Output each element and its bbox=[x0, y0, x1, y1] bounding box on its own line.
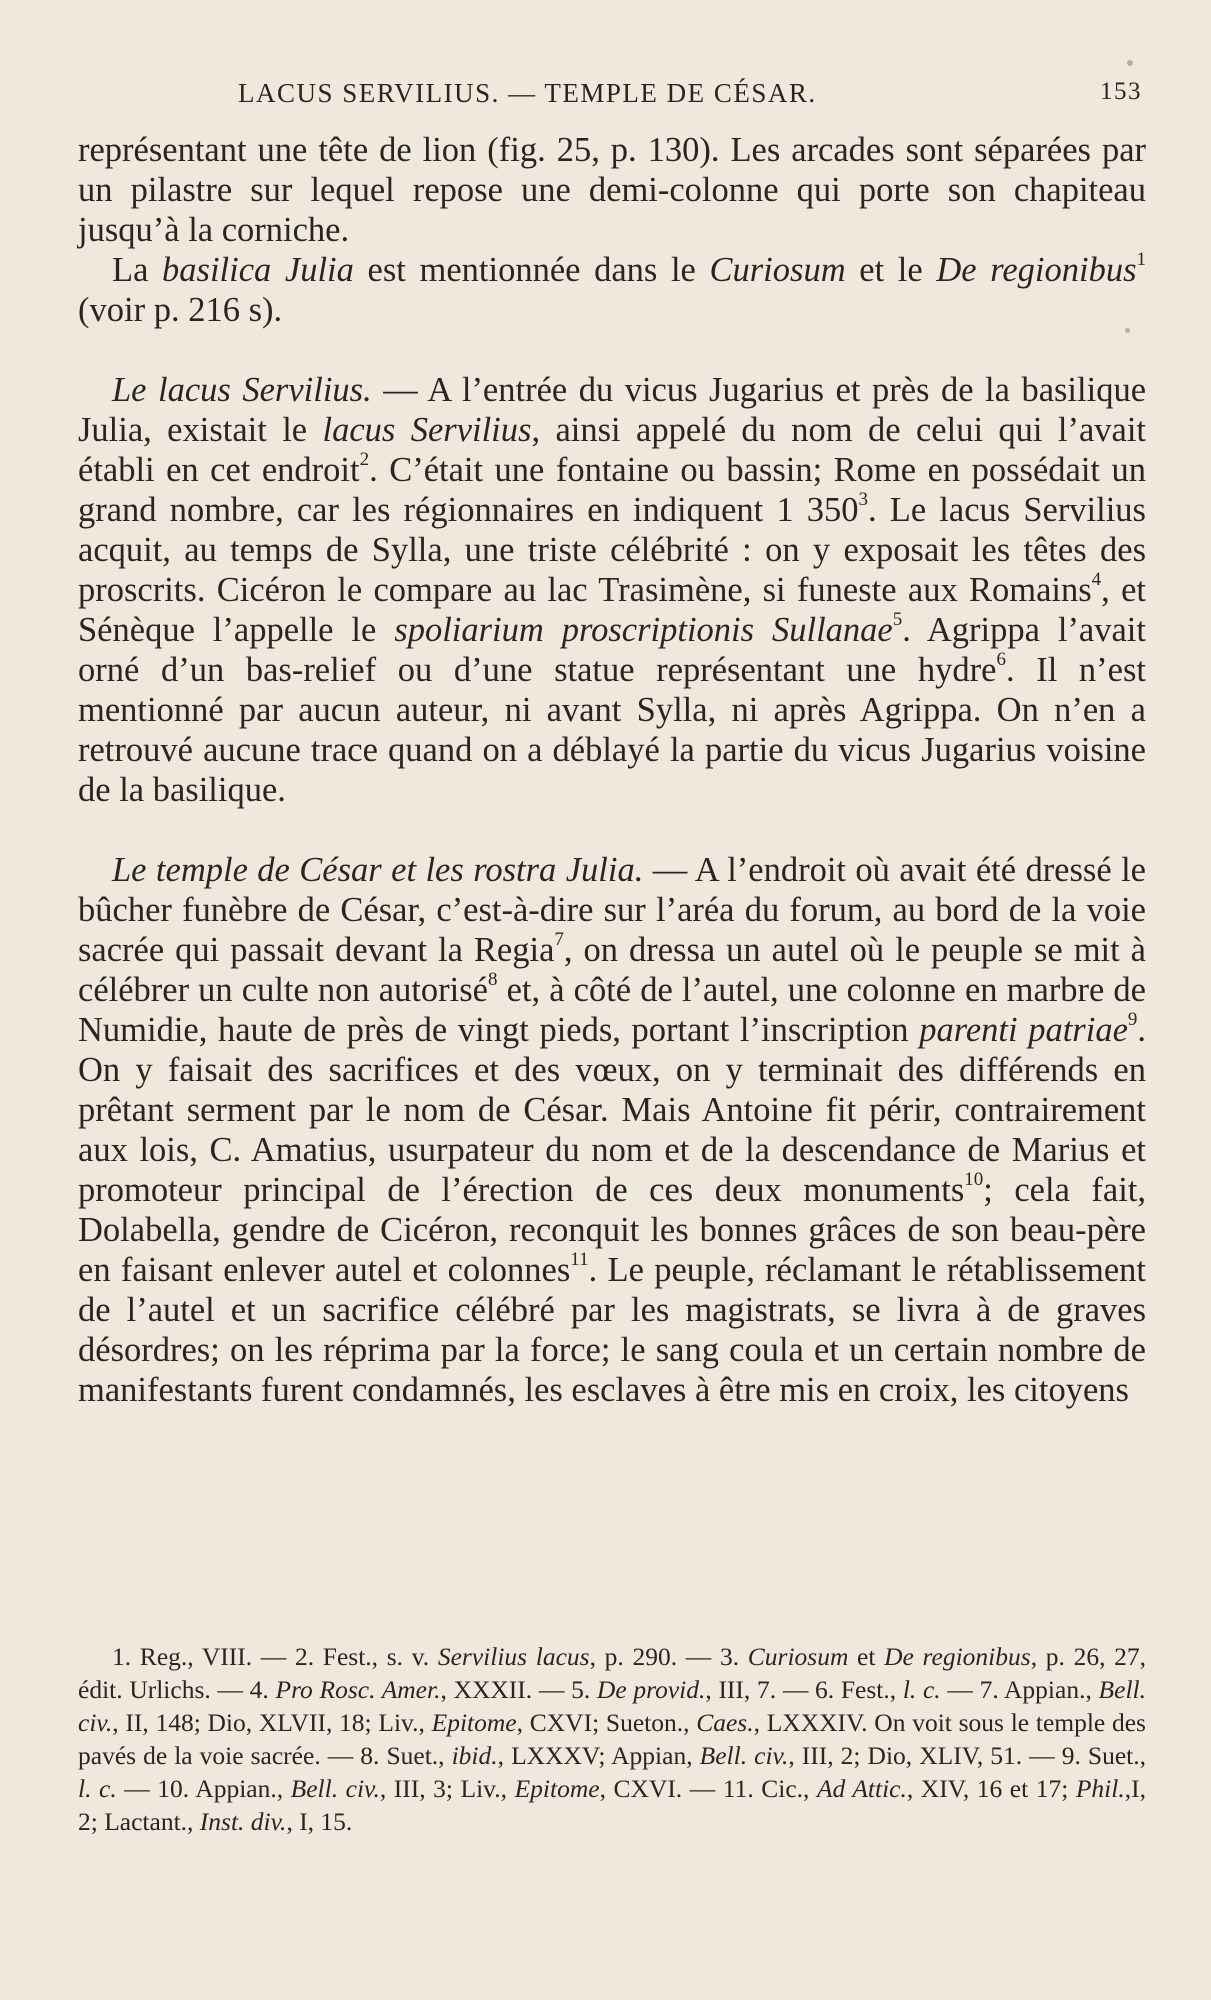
text-run: , on dressa un autel où le peuple se mit à célébrer un culte non autorisé bbox=[78, 931, 1146, 1009]
text-run: représentant une tête de lion (fig. 25, p. 130). Les arcades sont séparées par un pilastre sur lequel repose une demi-colonne qui porte son chapiteau jusqu’à la corniche. bbox=[78, 131, 1146, 249]
note-text: — 7. Appian., bbox=[940, 1675, 1099, 1704]
note-italic: Epitome bbox=[514, 1774, 600, 1803]
text-run: . Le lacus Servilius acquit, au temps de Sylla, une triste célébrité : on y exposait les têtes des proscrits. Cicéron le compare au lac Trasimène, si funeste aux Romains bbox=[78, 491, 1146, 609]
footnote-ref: 11 bbox=[570, 1248, 589, 1270]
note-italic: Bell. civ. bbox=[699, 1741, 789, 1770]
note-italic: Caes. bbox=[696, 1708, 754, 1737]
text-run: . C’était une fontaine ou bassin; Rome en possédait un grand nombre, car les régionnaires en indiquent 1 350 bbox=[78, 451, 1146, 529]
note-text: , LXXXIV. On voit sous le temple des pavés de la voie sacrée. — 8. Suet., bbox=[78, 1708, 1146, 1770]
footnote-ref: 10 bbox=[964, 1168, 984, 1190]
note-text: 1. Reg., VIII. — 2. Fest., s. v. bbox=[112, 1642, 438, 1671]
section-heading: Le lacus Servilius. bbox=[112, 371, 372, 409]
note-text: , III, 7. — 6. Fest., bbox=[705, 1675, 903, 1704]
note-text: , LXXXV; Appian, bbox=[497, 1741, 700, 1770]
note-italic: ibid. bbox=[451, 1741, 498, 1770]
footnote-ref: 4 bbox=[1091, 568, 1102, 590]
note-text: , III, 2; Dio, XLIV, 51. — 9. Suet., bbox=[788, 1741, 1146, 1770]
note-italic: Epitome bbox=[431, 1708, 517, 1737]
footnote-ref: 5 bbox=[892, 608, 903, 630]
note-italic: l. c. bbox=[902, 1675, 941, 1704]
footnote-ref: 6 bbox=[996, 648, 1006, 670]
footnote-block bbox=[78, 1640, 1146, 1838]
text-italic: De regionibus bbox=[936, 251, 1137, 289]
text-run: — A l’endroit où avait été dressé le bûcher funèbre de César, c’est-à-dire sur l’aréa du forum, au bord de la voie sacrée qui passait devant la Regia bbox=[78, 851, 1146, 969]
footnote-ref: 1 bbox=[1136, 248, 1146, 270]
note-italic: l. c. bbox=[78, 1774, 117, 1803]
section-temple-cesar bbox=[78, 850, 1146, 1410]
note-text: , III, 3; Liv., bbox=[379, 1774, 515, 1803]
note-text: ,I, 2; Lactant., bbox=[78, 1774, 1146, 1836]
footnote-ref: 9 bbox=[1127, 1008, 1138, 1030]
text-run: . Agrippa l’avait orné d’un bas-relief ou d’une statue représentant une hydre bbox=[78, 611, 1146, 689]
note-italic: Bell. civ. bbox=[78, 1675, 1146, 1737]
text-run: ; cela fait, Dolabella, gendre de Cicéron, reconquit les bonnes grâces de son beau-père en faisant enlever autel et colonnes bbox=[78, 1171, 1146, 1289]
text-run: . On y faisait des sacrifices et des vœux, on y terminait des différends en prêtant serment par le nom de César. Mais Antoine fit périr, contrairement aux lois, C. Amatius, usurpateur du nom et de la descendance de Marius et promoteur principal de l’érection de ces deux monuments bbox=[78, 1011, 1146, 1209]
text-run: et le bbox=[845, 251, 937, 289]
note-italic: Inst. div. bbox=[199, 1807, 287, 1836]
main-text bbox=[78, 130, 1146, 1410]
text-italic: parenti patriae bbox=[919, 1011, 1128, 1049]
text-italic: spoliarium proscriptionis Sullanae bbox=[394, 611, 893, 649]
note-italic: Ad Attic. bbox=[816, 1774, 907, 1803]
note-text: , CXVI; Sueton., bbox=[516, 1708, 697, 1737]
book-page bbox=[78, 0, 1146, 2000]
note-italic: Phil. bbox=[1075, 1774, 1125, 1803]
paragraph-continuation bbox=[78, 130, 1146, 250]
note-text: , CXVI. — 11. Cic., bbox=[599, 1774, 817, 1803]
text-italic: lacus Servilius bbox=[322, 411, 532, 449]
running-head bbox=[78, 78, 1146, 118]
text-run: — A l’entrée du vicus Jugarius et près de la basilique Julia, existait le bbox=[78, 371, 1147, 449]
text-run: La bbox=[112, 251, 163, 289]
note-text: , II, 148; Dio, XLVII, 18; Liv., bbox=[112, 1708, 432, 1737]
footnotes bbox=[78, 1640, 1146, 1838]
footnote-ref: 7 bbox=[554, 928, 564, 950]
text-run: , et Sénèque l’appelle le bbox=[78, 571, 1146, 649]
section-lacus-servilius bbox=[78, 370, 1146, 810]
note-text: , p. 290. — 3. bbox=[589, 1642, 748, 1671]
note-text: , XIV, 16 et 17; bbox=[906, 1774, 1076, 1803]
note-text: , p. 26, 27, édit. Urlichs. — 4. bbox=[78, 1642, 1146, 1704]
note-italic: Bell. civ. bbox=[290, 1774, 380, 1803]
note-italic: De provid. bbox=[596, 1675, 706, 1704]
paragraph-basilica bbox=[78, 250, 1146, 330]
text-run: . Le peuple, réclamant le rétablissement de l’autel et un sacrifice célébré par les magistrats, se livra à de graves désordres; on les réprima par la force; le sang coula et un certain nombre de manifestants furent condamnés, les esclaves à être mis en croix, les citoyens bbox=[78, 1251, 1146, 1409]
note-text: — 10. Appian., bbox=[116, 1774, 291, 1803]
text-run: (voir p. 216 s). bbox=[78, 291, 283, 329]
page-number: 153 bbox=[1100, 78, 1142, 105]
text-run: est mentionnée dans le bbox=[353, 251, 710, 289]
footnote-ref: 8 bbox=[488, 968, 498, 990]
note-text: , I, 15. bbox=[286, 1807, 353, 1836]
text-run: . Il n’est mentionné par aucun auteur, ni avant Sylla, ni après Agrippa. On n’en a retrouvé aucune trace quand on a déblayé la partie du vicus Jugarius voisine de la basilique. bbox=[78, 651, 1146, 809]
text-run: et, à côté de l’autel, une colonne en marbre de Numidie, haute de près de vingt pieds, portant l’inscription bbox=[78, 971, 1146, 1049]
note-italic: Servilius lacus bbox=[437, 1642, 590, 1671]
section-heading: Le temple de César et les rostra Julia. bbox=[112, 851, 644, 889]
note-text: et bbox=[848, 1642, 885, 1671]
text-run: , ainsi appelé du nom de celui qui l’avait établi en cet endroit bbox=[78, 411, 1147, 489]
text-italic: basilica Julia bbox=[162, 251, 354, 289]
footnote-ref: 3 bbox=[858, 488, 868, 510]
running-head-title: LACUS SERVILIUS. — TEMPLE DE CÉSAR. bbox=[238, 78, 817, 108]
footnote-ref: 2 bbox=[359, 448, 370, 470]
note-italic: De regionibus bbox=[884, 1642, 1031, 1671]
note-italic: Pro Rosc. Amer. bbox=[275, 1675, 441, 1704]
text-italic: Curiosum bbox=[709, 251, 846, 289]
note-italic: Curiosum bbox=[747, 1642, 849, 1671]
note-text: , XXXII. — 5. bbox=[440, 1675, 597, 1704]
